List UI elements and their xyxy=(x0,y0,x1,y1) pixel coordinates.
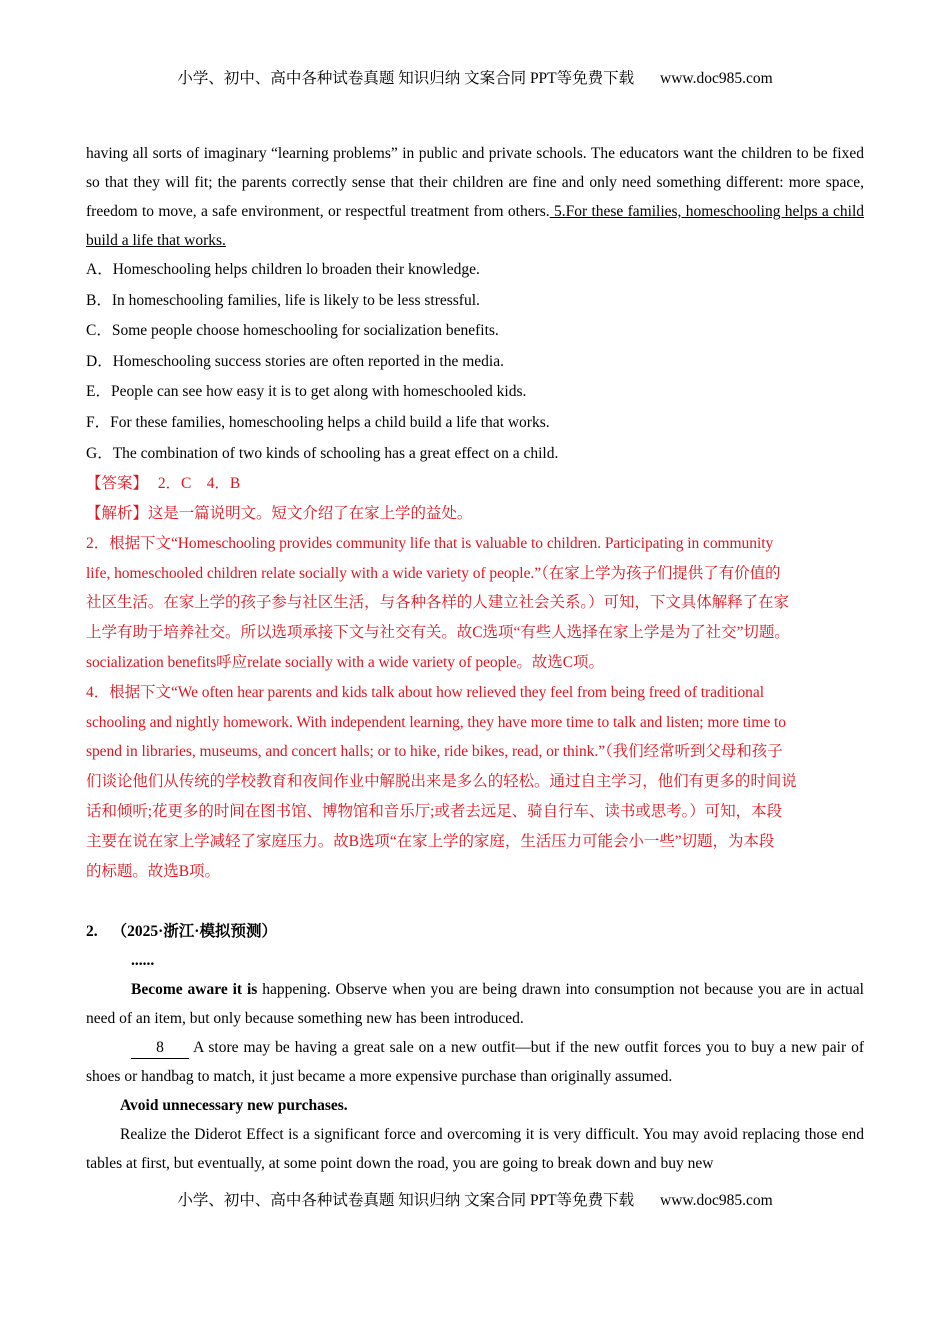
underlined-answer-sentence: 5.For these families, homeschooling helps a child build a life that works. xyxy=(86,203,865,249)
analysis-intro-line xyxy=(86,499,864,529)
answer-analysis-block xyxy=(86,469,864,886)
paragraph-lead: Become aware it is xyxy=(131,981,258,999)
page-header xyxy=(0,69,950,89)
option-f: F．For these families, homeschooling helps a child build a life that works. xyxy=(86,413,550,431)
option-g: G．The combination of two kinds of schooling has a great effect on a child. xyxy=(86,444,559,462)
passage2-paragraph-2 xyxy=(86,1033,864,1091)
option-b: B．In homeschooling families, life is likely to be less stressful. xyxy=(86,291,480,309)
document-body xyxy=(86,139,864,1178)
analysis-q4-line: 4．根据下文“We often hear parents and kids talk about how relieved they feel from being freed of traditional xyxy=(86,683,764,701)
passage-paragraph xyxy=(86,139,864,255)
passage2-paragraph-1 xyxy=(86,975,864,1033)
analysis-tag: 【解析】 xyxy=(86,504,148,522)
options-list xyxy=(86,255,864,469)
header-url[interactable]: www.doc985.com xyxy=(660,70,773,87)
passage2-paragraph-3: Realize the Diderot Effect is a significant force and overcoming it is very difficult. You may avoid replacing those end tables at first, but eventually, at some point down the road, you are going to break down and buy new xyxy=(86,1126,864,1173)
analysis-q4-line: 主要在说在家上学减轻了家庭压力。故B选项“在家上学的家庭，生活压力可能会小一些”切题，为本段 xyxy=(86,832,775,850)
ellipsis: ...... xyxy=(131,952,155,970)
analysis-intro: 这是一篇说明文。短文介绍了在家上学的益处。 xyxy=(147,504,473,522)
footer-text: 小学、初中、高中各种试卷真题 知识归纳 文案合同 PPT等免费下载 xyxy=(177,1192,635,1209)
paragraph-text: A store may be having a great sale on a new outfit—but if the new outfit forces you to buy a new pair of shoes or handbag to match, it just became a more expensive purchase than originally assumed. xyxy=(86,1039,864,1086)
analysis-q2-line: 上学有助于培养社交。所以选项承接下文与社交有关。故C选项“有些人选择在家上学是为了社交”切题。 xyxy=(86,624,790,642)
passage2-subheading: Avoid unnecessary new purchases. xyxy=(120,1097,348,1115)
analysis-q4-line: 话和倾听;花更多的时间在图书馆、博物馆和音乐厅;或者去远足、骑自行车、读书或思考。）可知，本段 xyxy=(86,802,783,820)
header-text: 小学、初中、高中各种试卷真题 知识归纳 文案合同 PPT等免费下载 xyxy=(177,70,635,87)
option-a: A．Homeschooling helps children lo broaden their knowledge. xyxy=(86,261,480,278)
footer-url[interactable]: www.doc985.com xyxy=(660,1192,773,1209)
paragraph-text: happening. Observe when you are being drawn into consumption not because you are in actual need of an item, but only because something new has been introduced. xyxy=(86,981,864,1028)
analysis-q2-line: 2．根据下文“Homeschooling provides community life that is valuable to children. Participating in community xyxy=(86,534,774,552)
analysis-q2-line: 社区生活。在家上学的孩子参与社区生活，与各种各样的人建立社会关系。）可知，下文具体解释了在家 xyxy=(86,594,789,612)
question-2-heading xyxy=(86,917,864,946)
question-source: （2025·浙江·模拟预测） xyxy=(111,923,277,941)
blank-8[interactable]: 8 xyxy=(131,1038,189,1059)
option-c: C．Some people choose homeschooling for socialization benefits. xyxy=(86,322,499,340)
passage-text: having all sorts of imaginary “learning problems” in public and private schools. The educators want the children to be fixed so that they will fit; the parents correctly sense that their children are fine and only need something different: more space, freedom to move, a safe environment, or respectful treatment from others. xyxy=(86,145,864,220)
analysis-q2-line: socialization benefits呼应relate socially with a wide variety of people。故选C项。 xyxy=(86,653,604,671)
answer-tag: 【答案】 xyxy=(86,475,148,493)
page-footer xyxy=(0,1191,950,1211)
analysis-q2-line: life, homeschooled children relate socially with a wide variety of people.”（在家上学为孩子们提供了有价值的 xyxy=(86,564,781,582)
analysis-q4-line: 们谈论他们从传统的学校教育和夜间作业中解脱出来是多么的轻松。通过自主学习，他们有更多的时间说 xyxy=(86,773,797,791)
analysis-q4-line: spend in libraries, museums, and concert halls; or to hike, ride bikes, read, or think.”（我们经常听到父母和孩子 xyxy=(86,743,783,761)
answer-line xyxy=(86,469,864,499)
answer-text: 2．C 4．B xyxy=(157,475,241,493)
option-e: E．People can see how easy it is to get along with homeschooled kids. xyxy=(86,383,527,401)
analysis-q4-line: schooling and nightly homework. With independent learning, they have more time to talk and listen; more time to xyxy=(86,713,786,731)
question-number: 2. xyxy=(86,923,98,941)
analysis-q4-line: 的标题。故选B项。 xyxy=(86,862,220,880)
option-d: D．Homeschooling success stories are often reported in the media. xyxy=(86,352,504,370)
